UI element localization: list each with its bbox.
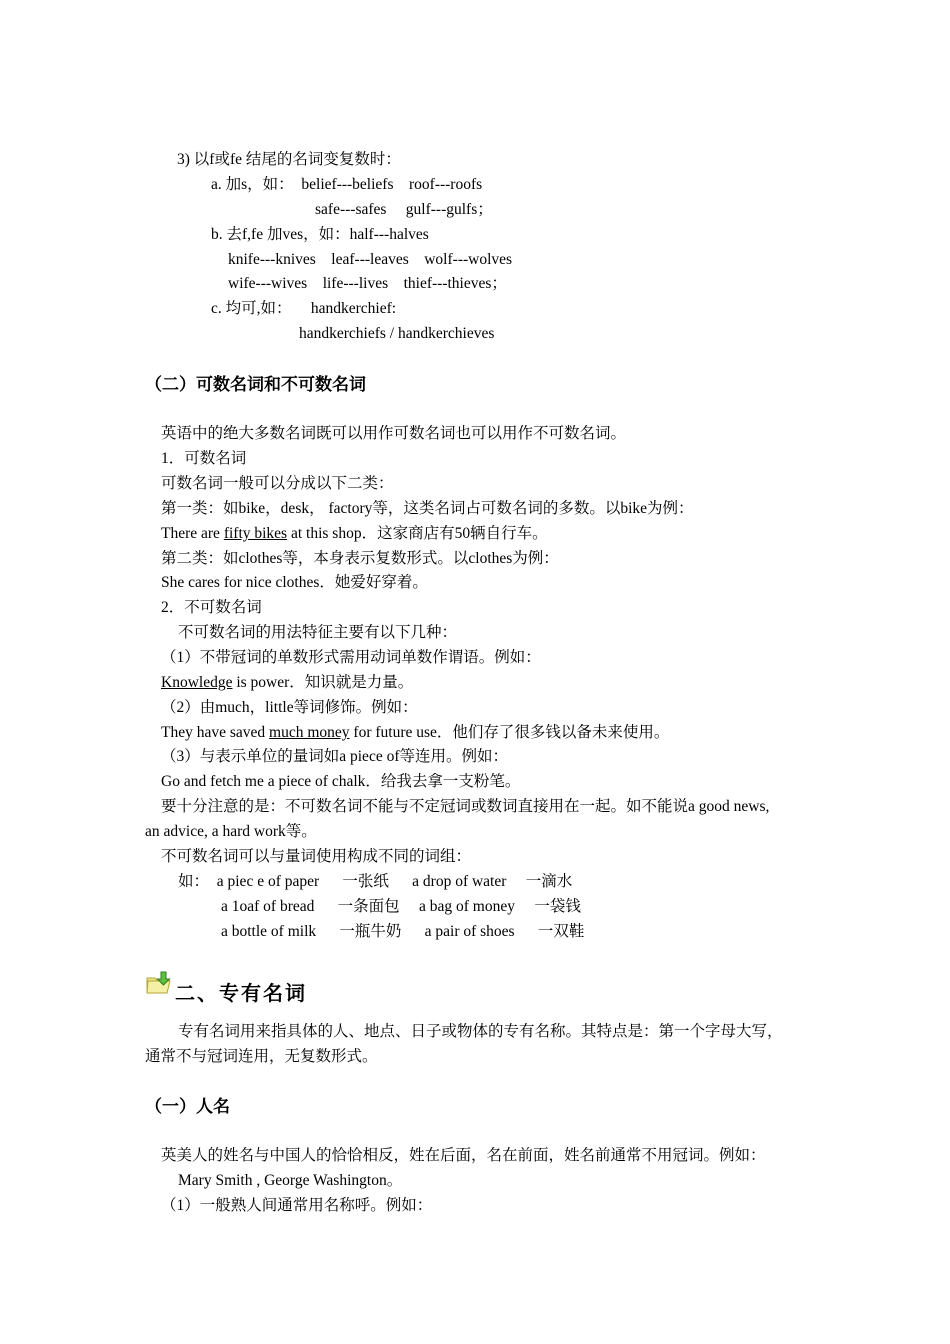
section-countable-heading: （二）可数名词和不可数名词 [145,375,366,395]
example1-post: at this shop．这家商店有50辆自行车。 [287,525,548,542]
countable-intro: 英语中的绝大多数名词既可以用作可数名词也可以用作不可数名词。 [161,425,627,442]
uncountable-example5: Go and fetch me a piece of chalk．给我去拿一支粉笔。 [161,773,521,790]
example3-underline: Knowledge [161,674,233,691]
countable-example1 [161,524,548,544]
rule3-title: 3) 以f或fe 结尾的名词变复数时： [177,151,401,168]
names-example: Mary Smith , George Washington。 [178,1172,403,1189]
uncountable-note-line2: an advice, a hard work等。 [145,823,317,840]
example1-underline: fifty bikes [223,525,288,542]
section-proper-heading: 二、专有名词 [175,981,307,1005]
rule3-c-line1: c. 均可,如： handkerchief: [211,300,397,317]
rule3-a-line2: safe---safes gulf---gulfs； [315,201,493,218]
combo-line1: 如： a piec e of paper 一张纸 a drop of water 一滴水 [178,873,573,890]
uncountable-sub2: 2．不可数名词 [161,599,262,616]
folder-arrow-icon [145,969,173,997]
uncountable-rule2: （2）由much，little等词修饰。例如： [161,699,418,716]
countable-sub1-desc: 可数名词一般可以分成以下二类： [161,475,394,492]
rule3-c-line2: handkerchiefs / handkerchieves [299,325,495,342]
rule3-b-line3: wife---wives life---lives thief---thieves； [228,275,507,292]
names-rule1: （1）一般熟人间通常用名称呼。例如： [161,1197,433,1214]
proper-desc-line2: 通常不与冠词连用，无复数形式。 [145,1048,378,1065]
rule3-b-line2: knife---knives leaf---leaves wolf---wolves [228,251,513,268]
example3-post: is power．知识就是力量。 [232,674,414,691]
uncountable-rule3: （3）与表示单位的量词如a piece of等连用。例如： [161,748,508,765]
example4-underline: much money [269,724,350,741]
countable-example2: She cares for nice clothes．她爱好穿着。 [161,574,428,591]
combo-intro: 不可数名词可以与量词使用构成不同的词组： [161,848,472,865]
example1-pre: There are [161,525,224,542]
proper-desc-line1: 专有名词用来指具体的人、地点、日子或物体的专有名称。其特点是：第一个字母大写， [178,1023,783,1040]
combo-line3: a bottle of milk 一瓶牛奶 a pair of shoes 一双鞋 [221,923,585,940]
example4-pre: They have saved [161,724,270,741]
rule3-a-line1: a. 加s，如： belief---beliefs roof---roofs [211,176,483,193]
uncountable-example3 [161,673,413,693]
uncountable-note-line1: 要十分注意的是：不可数名词不能与不定冠词或数词直接用在一起。如不能说a good news, [161,798,770,815]
uncountable-example4 [161,723,669,743]
section-names-heading: （一）人名 [145,1097,230,1117]
names-intro: 英美人的姓名与中国人的恰恰相反，姓在后面，名在前面，姓名前通常不用冠词。例如： [161,1147,766,1164]
countable-type2: 第二类：如clothes等，本身表示复数形式。以clothes为例： [161,550,559,567]
rule3-b-line1: b. 去f,fe 加ves，如：half---halves [211,226,429,243]
combo-line2: a 1oaf of bread 一条面包 a bag of money 一袋钱 [221,898,581,915]
uncountable-rule1: （1）不带冠词的单数形式需用动词单数作谓语。例如： [161,649,541,666]
countable-sub1: 1．可数名词 [161,450,247,467]
countable-type1: 第一类：如bike，desk， factory等，这类名词占可数名词的多数。以bike为例： [161,500,694,517]
uncountable-sub2-desc: 不可数名词的用法特征主要有以下几种： [178,624,458,641]
example4-post: for future use．他们存了很多钱以备未来使用。 [349,724,670,741]
